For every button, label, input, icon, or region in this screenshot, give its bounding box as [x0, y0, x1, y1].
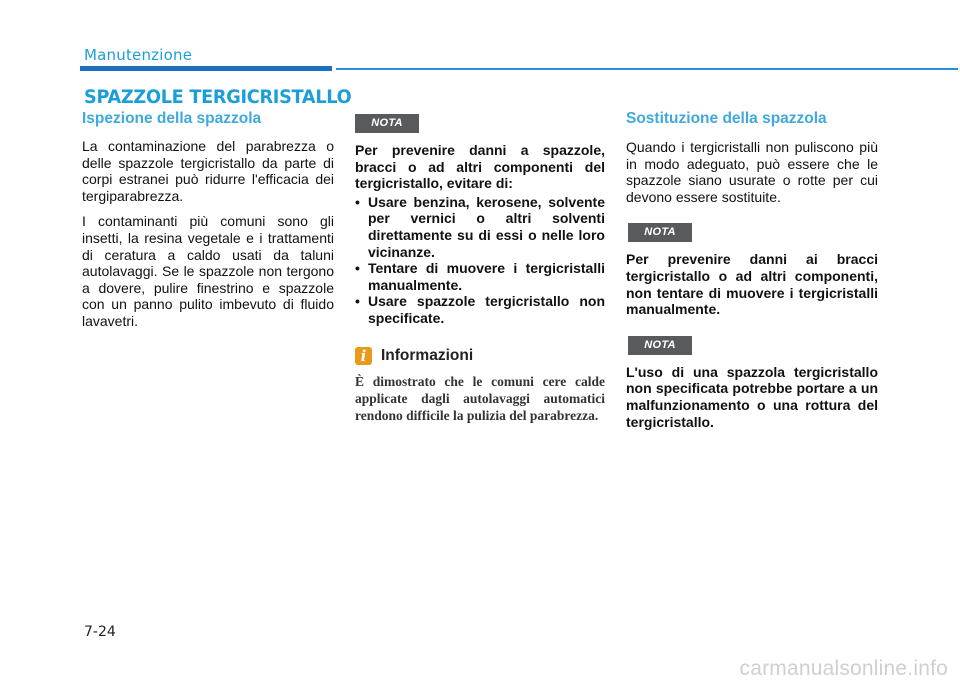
warning-list-item: • Tentare di muovere i tergicristalli manualmente. — [355, 260, 605, 293]
column-replacement — [626, 110, 878, 430]
column-inspection — [82, 110, 334, 330]
nota-badge: NOTA — [628, 336, 692, 355]
warning-list-item: • Usare spazzole tergicristallo non specificate. — [355, 293, 605, 326]
page-number: 7-24 — [84, 624, 116, 640]
header-rule-thick — [80, 66, 332, 71]
warning-text: Per prevenire danni a spazzole, bracci o ad altri componenti del tergicristallo, evitare di: — [355, 142, 605, 192]
warning-list-item: • Usare benzina, kerosene, solvente per vernici o altri solventi direttamente su di essi o nelle loro vicinanze. — [355, 194, 605, 260]
inspection-paragraph-1: La contaminazione del parabrezza o delle spazzole tergicristallo da parte di corpi estranei può ridurre l'efficacia dei tergiparabrezza. — [82, 138, 334, 204]
section-label: Manutenzione — [84, 46, 193, 64]
page-title: SPAZZOLE TERGICRISTALLO — [84, 86, 352, 108]
header-rule-thin — [336, 68, 958, 70]
nota-badge: NOTA — [628, 223, 692, 242]
warning-list — [355, 194, 605, 327]
nota-1-text: Per prevenire danni ai bracci tergicristallo o ad altri componenti, non tentare di muovere i tergicristalli manualmente. — [626, 251, 878, 318]
replacement-heading: Sostituzione della spazzola — [626, 110, 827, 127]
watermark: carmanualsonline.info — [739, 657, 948, 680]
inspection-paragraph-2: I contaminanti più comuni sono gli insetti, la resina vegetale e i trattamenti di ceratura a caldo usati da taluni autolavaggi. Se le spazzole non tergono a dovere, pulire finestrino e spazzole con un panno pulito imbevuto di fluido lavavetri. — [82, 213, 334, 329]
info-text: È dimostrato che le comuni cere calde applicate dagli autolavaggi automatici rendono difficile la pulizia del parabrezza. — [355, 373, 605, 423]
nota-badge: NOTA — [355, 114, 419, 133]
info-header — [355, 347, 605, 365]
inspection-heading: Ispezione della spazzola — [82, 110, 262, 127]
info-icon: i — [355, 347, 372, 365]
info-title: Informazioni — [381, 346, 474, 364]
column-warning — [355, 113, 605, 424]
replacement-intro: Quando i tergicristalli non puliscono più in modo adeguato, può essere che le spazzole siano usurate o rotte per cui devono essere sostituite. — [626, 139, 878, 205]
nota-2-text: L'uso di una spazzola tergicristallo non specificata potrebbe portare a un malfunzionamento o una rottura del tergicristallo. — [626, 363, 878, 430]
